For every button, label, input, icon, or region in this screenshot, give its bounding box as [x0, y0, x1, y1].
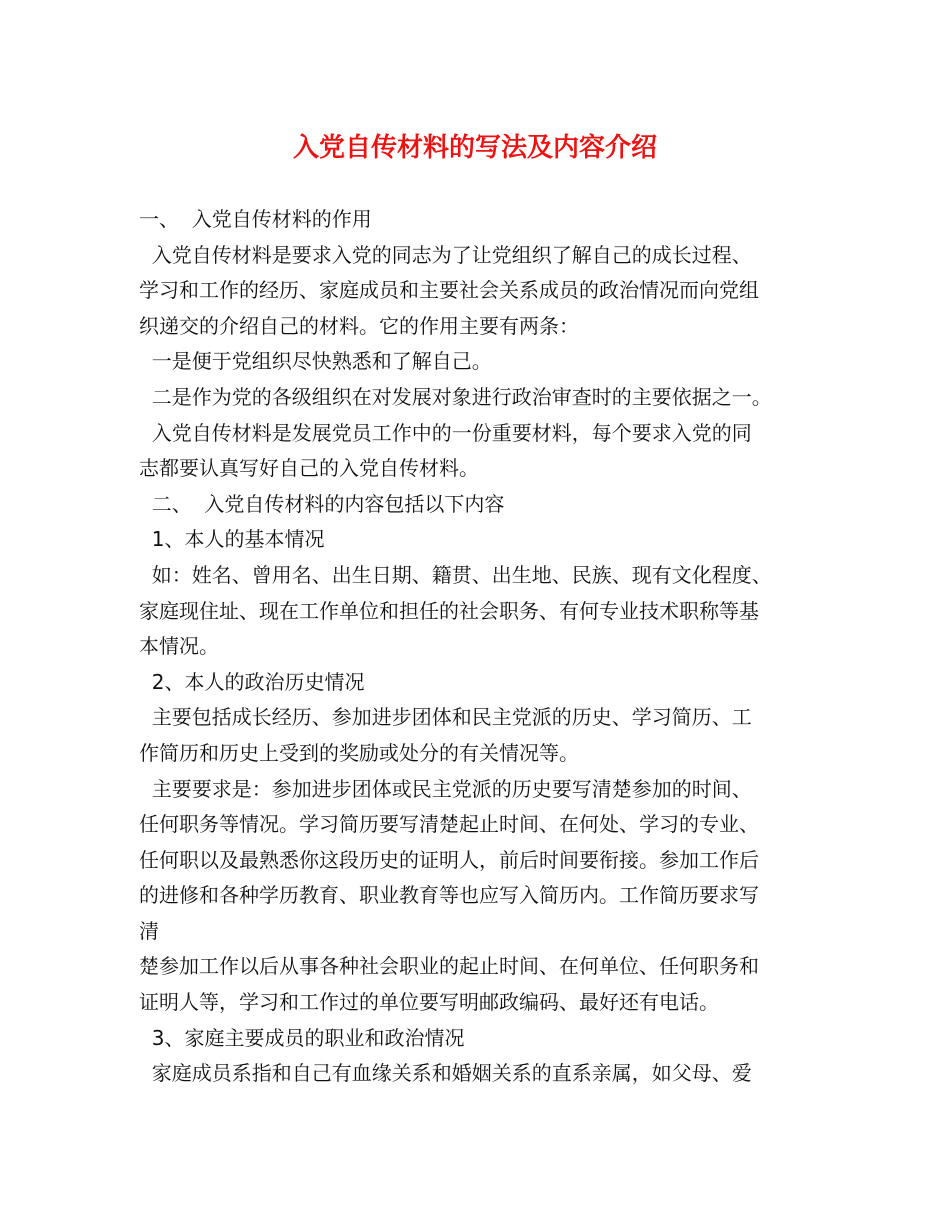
paragraph-line: 本情况。 — [139, 634, 219, 659]
subsection-heading-3: 3、家庭主要成员的职业和政治情况 — [139, 1025, 465, 1050]
paragraph-line: 家庭现住址、现在工作单位和担任的社会职务、有何专业技术职称等基 — [139, 598, 759, 623]
paragraph-line: 任何职以及最熟悉你这段历史的证明人，前后时间要衔接。参加工作后 — [139, 847, 759, 872]
paragraph-line: 二是作为党的各级组织在对发展对象进行政治审查时的主要依据之一。 — [139, 384, 772, 409]
document-title: 入党自传材料的写法及内容介绍 — [292, 133, 657, 163]
paragraph-line: 的进修和各种学历教育、职业教育等也应写入简历内。工作简历要求写 — [139, 883, 759, 908]
paragraph-line: 如：姓名、曾用名、出生日期、籍贯、出生地、民族、现有文化程度、 — [139, 562, 772, 587]
section-heading-2: 二、 入党自传材料的内容包括以下内容 — [139, 491, 505, 516]
paragraph-line: 学习和工作的经历、家庭成员和主要社会关系成员的政治情况而向党组 — [139, 278, 759, 303]
paragraph-line: 作简历和历史上受到的奖励或处分的有关情况等。 — [139, 740, 579, 765]
paragraph-line: 主要包括成长经历、参加进步团体和民主党派的历史、学习简历、工 — [139, 705, 752, 730]
paragraph-line: 家庭成员系指和自己有血缘关系和婚姻关系的直系亲属，如父母、爱 — [139, 1061, 752, 1086]
document-body — [139, 202, 829, 1092]
section-heading-1: 一、 入党自传材料的作用 — [139, 207, 372, 231]
paragraph-line: 入党自传材料是发展党员工作中的一份重要材料，每个要求入党的同 — [139, 420, 752, 445]
subsection-heading-1: 1、本人的基本情况 — [139, 527, 325, 552]
paragraph-line: 楚参加工作以后从事各种社会职业的起止时间、在何单位、任何职务和 — [139, 954, 759, 979]
paragraph-line: 证明人等，学习和工作过的单位要写明邮政编码、最好还有电话。 — [139, 990, 719, 1015]
paragraph-line: 清 — [139, 918, 159, 943]
paragraph-line: 织递交的介绍自己的材料。它的作用主要有两条： — [139, 313, 579, 338]
paragraph-line: 任何职务等情况。学习简历要写清楚起止时间、在何处、学习的专业、 — [139, 812, 759, 837]
paragraph-line: 一是便于党组织尽快熟悉和了解自己。 — [139, 349, 492, 374]
paragraph-line: 入党自传材料是要求入党的同志为了让党组织了解自己的成长过程、 — [139, 242, 752, 267]
paragraph-line: 主要要求是：参加进步团体或民主党派的历史要写清楚参加的时间、 — [139, 776, 752, 801]
subsection-heading-2: 2、本人的政治历史情况 — [139, 669, 365, 694]
paragraph-line: 志都要认真写好自己的入党自传材料。 — [139, 456, 479, 481]
